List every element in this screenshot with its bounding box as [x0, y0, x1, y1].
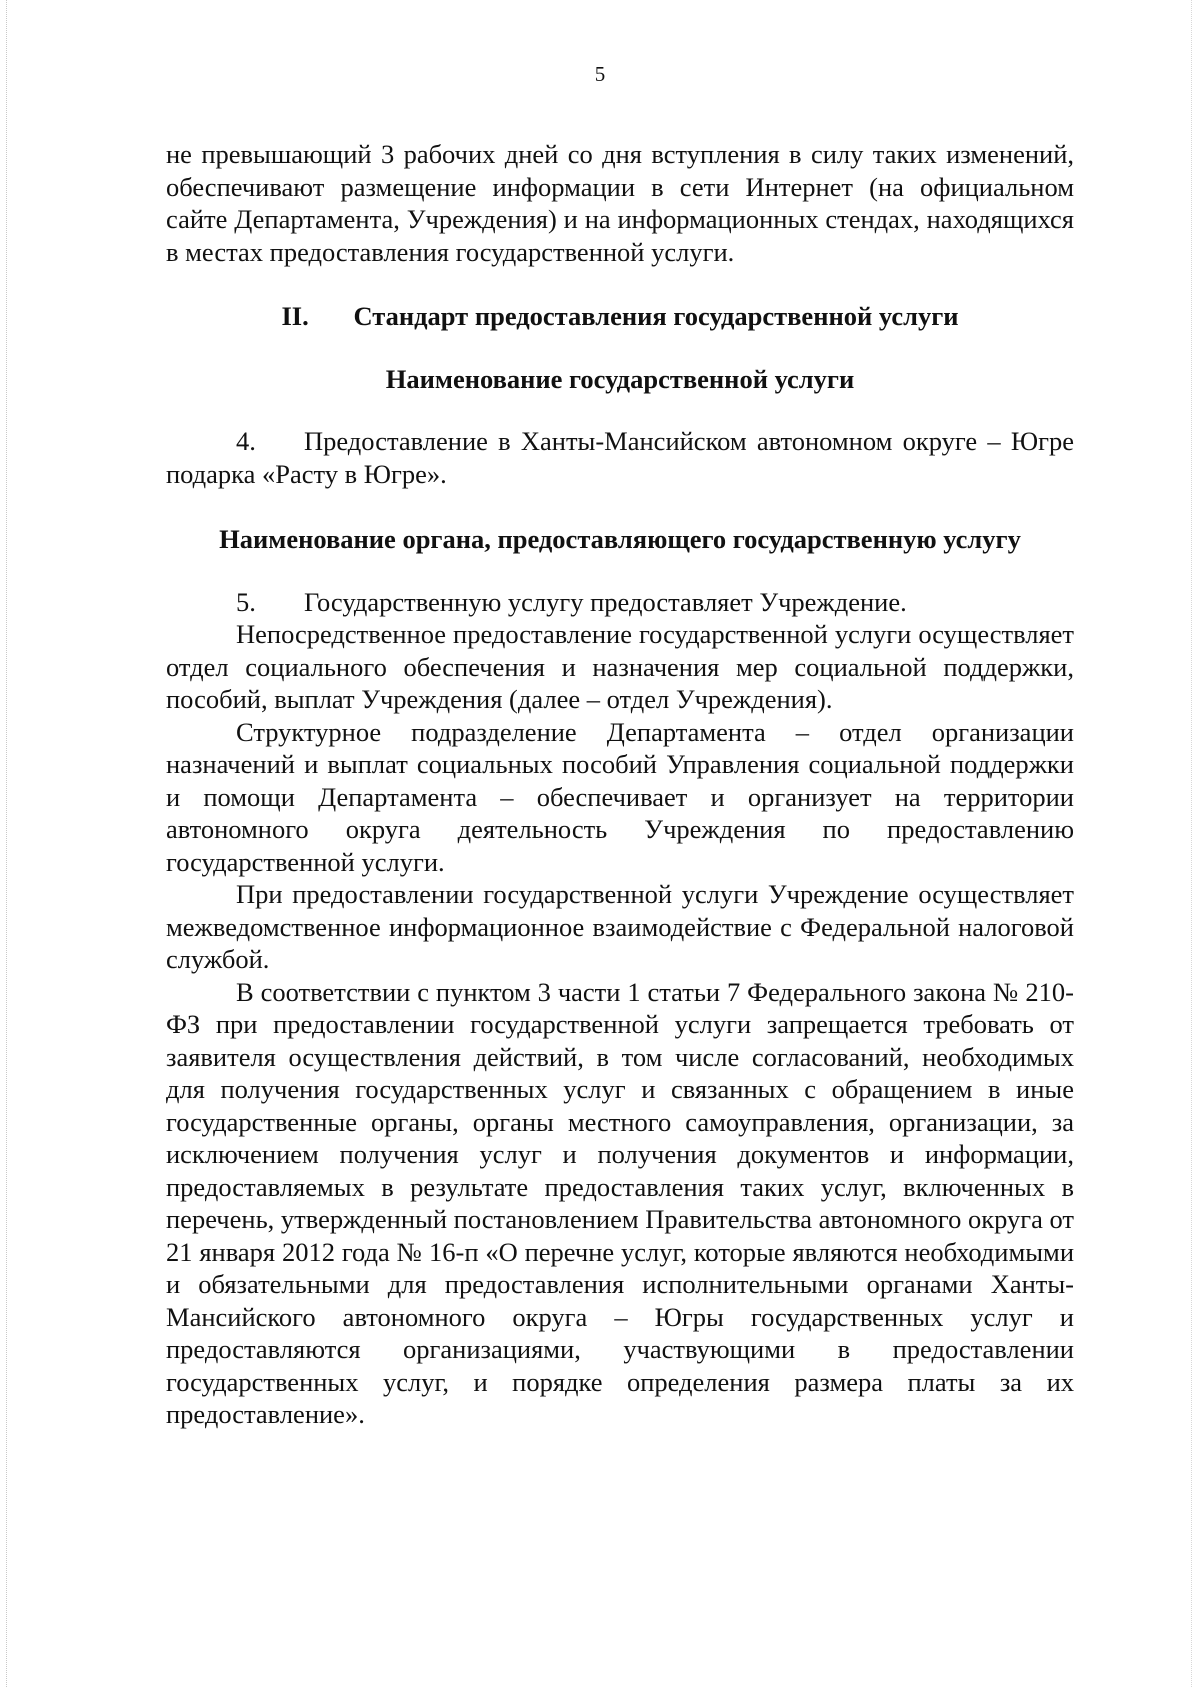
paragraph-5: [166, 586, 1074, 619]
paragraph-federal-law: В соответствии с пунктом 3 части 1 статьи 7 Федерального закона № 210-ФЗ при предоставлении государственной услуги запрещается требовать от заявителя осуществления действий, в том числе согласований, необходимых для получения государственных услуг и связанных с обращением в иные государственные органы, органы местного самоуправления, организации, за исключением получения услуг и получения документов и информации, предоставляемых в результате предоставления таких услуг, включенных в перечень, утвержденный постановлением Правительства автономного округа от 21 января 2012 года № 16-п «О перечне услуг, которые являются необходимыми и обязательными для предоставления исполнительными органами Ханты-Мансийского автономного округа – Югры государственных услуг и предоставляются организациями, участвующими в предоставлении государственных услуг, и порядке определения размера платы за их предоставление».: [166, 976, 1074, 1429]
paragraph-structural-unit: Структурное подразделение Департамента – отдел организации назначений и выплат социальных пособий Управления социальной поддержки и помощи Департамента – обеспечивает и организует на территории автономного округа деятельность Учреждения по предоставлению государственной услуги.: [166, 716, 1074, 877]
paragraph-direct-provision: Непосредственное предоставление государственной услуги осуществляет отдел социального обеспечения и назначения мер социальной поддержки, пособий, выплат Учреждения (далее – отдел Учреждения).: [166, 619, 1074, 714]
scan-edge-left: [6, 0, 7, 1687]
paragraph-4-number: 4.: [236, 426, 256, 456]
heading-service-body: Наименование органа, предоставляющего государственную услугу: [219, 524, 1021, 554]
page-number: 5: [594, 62, 606, 86]
paragraph-5-number: 5.: [236, 586, 256, 617]
section-heading: [166, 300, 1074, 333]
paragraph-4: [166, 425, 1074, 490]
paragraph-5-text: Государственную услугу предоставляет Учреждение.: [304, 586, 907, 617]
scan-edge-right: [1191, 0, 1192, 1687]
heading-service-name: Наименование государственной услуги: [385, 363, 855, 394]
document-body: [166, 138, 1074, 1431]
section-title: Стандарт предоставления государственной услуги: [353, 301, 959, 331]
paragraph-4-text: Предоставление в Ханты-Мансийском автономном округе – Югре подарка «Расту в Югре».: [166, 426, 1074, 489]
paragraph-intro: не превышающий 3 рабочих дней со дня вступления в силу таких изменений, обеспечивают размещение информации в сети Интернет (на официальном сайте Департамента, Учреждения) и на информационных стендах, находящихся в местах предоставления государственной услуги.: [166, 139, 1074, 267]
paragraph-interaction: При предоставлении государственной услуги Учреждение осуществляет межведомственное информационное взаимодействие с Федеральной налоговой службой.: [166, 879, 1074, 974]
section-number: II.: [281, 301, 309, 331]
